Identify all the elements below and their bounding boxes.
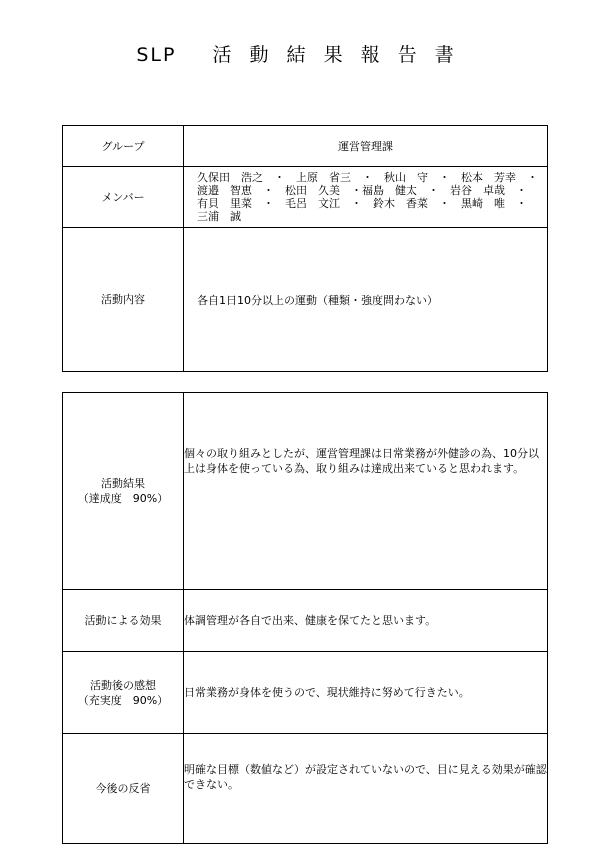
reflection-row [63, 734, 548, 844]
result-label: 活動結果 [101, 477, 145, 490]
overview-table [62, 125, 548, 372]
activity-label: 活動内容 [63, 228, 184, 372]
title-char: 報 [360, 44, 382, 66]
results-table [62, 392, 548, 844]
impression-value: 日常業務が身体を使うので、現状維持に努めて行きたい。 [184, 652, 548, 734]
title-char: 果 [323, 44, 345, 66]
impression-label-cell [63, 652, 184, 734]
activity-value: 各自1日10分以上の運動（種類・強度問わない） [184, 228, 548, 372]
result-row [63, 393, 548, 590]
reflection-value: 明確な目標（数値など）が設定されていないので、目に見える効果が確認できない。 [184, 734, 548, 844]
title-char: 動 [249, 44, 271, 66]
effect-label: 活動による効果 [63, 590, 184, 652]
result-value: 個々の取り組みとしたが、運営管理課は日常業務が外健診の為、10分以上は身体を使っている為、取り組みは達成出来ていると思われます。 [184, 393, 548, 590]
activity-row [63, 228, 548, 372]
title-char: 告 [397, 44, 419, 66]
title-kanji [205, 44, 464, 66]
title-char: 活 [212, 44, 234, 66]
effect-value: 体調管理が各自で出来、健康を保てたと思います。 [184, 590, 548, 652]
effect-row [63, 590, 548, 652]
page-title [0, 40, 600, 67]
reflection-label: 今後の反省 [63, 734, 184, 844]
members-label: メンバー [63, 167, 184, 228]
members-value: 久保田 浩之 ・ 上原 省三 ・ 秋山 守 ・ 松本 芳幸 ・ 渡邉 智恵 ・ 松田 久美 ・福島 健太 ・ 岩谷 卓哉 ・ 有貝 里菜 ・ 毛呂 文江 ・ 鈴木 香菜 ・ 黒崎 唯 ・ 三浦 誠 [184, 167, 548, 228]
group-label: グループ [63, 126, 184, 167]
impression-label: 活動後の感想 [90, 678, 156, 692]
result-achievement: （達成度 90%） [77, 492, 169, 505]
title-char: 結 [286, 44, 308, 66]
members-row [63, 167, 548, 228]
title-latin: SLP [136, 44, 177, 66]
title-char: 書 [434, 44, 456, 66]
impression-satisfaction: （充実度 90%） [77, 693, 169, 707]
impression-row [63, 652, 548, 734]
group-value: 運営管理課 [184, 126, 548, 167]
result-label-cell [63, 393, 184, 590]
group-row [63, 126, 548, 167]
